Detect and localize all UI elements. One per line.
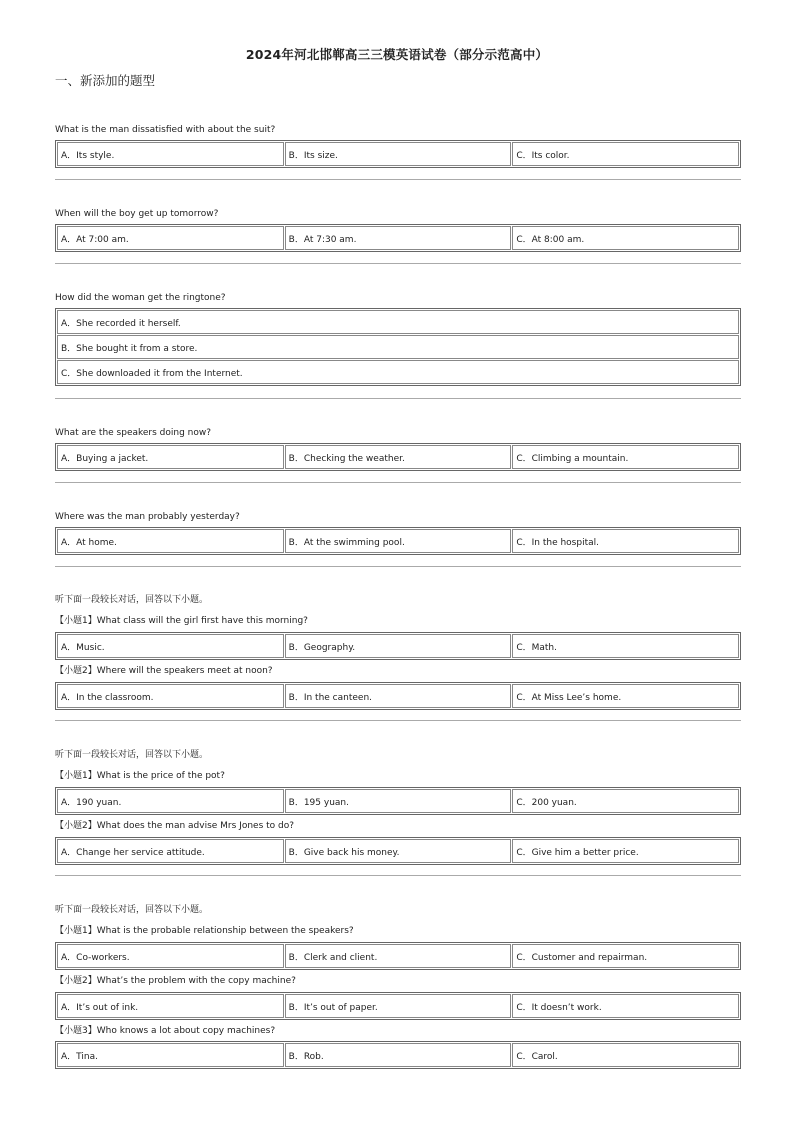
divider: [55, 179, 741, 180]
option-b[interactable]: B．Checking the weather.: [285, 445, 512, 469]
group-3-intro: 听下面一段较长对话，回答以下小题。: [55, 905, 209, 915]
option-a[interactable]: A．It’s out of ink.: [57, 994, 284, 1018]
option-a[interactable]: A．At home.: [57, 529, 284, 553]
option-b[interactable]: B．195 yuan.: [285, 789, 512, 813]
question-2-stem: When will the boy get up tomorrow?: [55, 209, 219, 219]
option-b[interactable]: B．At the swimming pool.: [285, 529, 512, 553]
page-title: 2024年河北邯郸高三三模英语试卷（部分示范高中）: [245, 47, 549, 62]
group-3-sub-1-stem: 【小题1】What is the probable relationship between the speakers?: [55, 926, 354, 936]
option-c[interactable]: C．200 yuan.: [512, 789, 739, 813]
group-3-sub-1-options: [55, 942, 741, 970]
group-2-sub-2-stem: 【小题2】What does the man advise Mrs Jones to do?: [55, 821, 295, 831]
group-1-sub-2-options: [55, 682, 741, 710]
option-b[interactable]: B．Its size.: [285, 142, 512, 166]
option-a[interactable]: A．In the classroom.: [57, 684, 284, 708]
section-heading: 一、新添加的题型: [55, 73, 156, 88]
option-c[interactable]: C．At 8:00 am.: [512, 226, 739, 250]
divider: [55, 875, 741, 876]
option-b[interactable]: B．She bought it from a store.: [57, 335, 739, 359]
divider: [55, 566, 741, 567]
question-3-stem: How did the woman get the ringtone?: [55, 293, 226, 303]
option-c[interactable]: C．At Miss Lee’s home.: [512, 684, 739, 708]
group-3-sub-2-stem: 【小题2】What’s the problem with the copy machine?: [55, 976, 296, 986]
option-c[interactable]: C．It doesn’t work.: [512, 994, 739, 1018]
option-b[interactable]: B．In the canteen.: [285, 684, 512, 708]
group-3-sub-3-options: [55, 1041, 741, 1069]
option-c[interactable]: C．Customer and repairman.: [512, 944, 739, 968]
option-c[interactable]: C．Math.: [512, 634, 739, 658]
group-3-sub-3-stem: 【小题3】Who knows a lot about copy machines?: [55, 1026, 276, 1036]
question-2-options: [55, 224, 741, 252]
option-a[interactable]: A．Buying a jacket.: [57, 445, 284, 469]
option-b[interactable]: B．Rob.: [285, 1043, 512, 1067]
option-c[interactable]: C．She downloaded it from the Internet.: [57, 360, 739, 384]
option-c[interactable]: C．In the hospital.: [512, 529, 739, 553]
question-5-stem: Where was the man probably yesterday?: [55, 512, 240, 522]
option-c[interactable]: C．Give him a better price.: [512, 839, 739, 863]
group-3-sub-2-options: [55, 992, 741, 1020]
option-a[interactable]: A．Change her service attitude.: [57, 839, 284, 863]
option-c[interactable]: C．Climbing a mountain.: [512, 445, 739, 469]
option-a[interactable]: A．Tina.: [57, 1043, 284, 1067]
group-2-sub-1-stem: 【小题1】What is the price of the pot?: [55, 771, 225, 781]
option-a[interactable]: A．Its style.: [57, 142, 284, 166]
option-a[interactable]: A．190 yuan.: [57, 789, 284, 813]
option-b[interactable]: B．Geography.: [285, 634, 512, 658]
group-1-sub-1-options: [55, 632, 741, 660]
group-1-sub-1-stem: 【小题1】What class will the girl first have this morning?: [55, 616, 308, 626]
divider: [55, 482, 741, 483]
option-c[interactable]: C．Carol.: [512, 1043, 739, 1067]
option-a[interactable]: A．Music.: [57, 634, 284, 658]
question-1-options: [55, 140, 741, 168]
question-4-stem: What are the speakers doing now?: [55, 428, 212, 438]
option-b[interactable]: B．It’s out of paper.: [285, 994, 512, 1018]
question-3-options: [55, 308, 741, 386]
divider: [55, 720, 741, 721]
divider: [55, 398, 741, 399]
option-a[interactable]: A．At 7:00 am.: [57, 226, 284, 250]
group-2-intro: 听下面一段较长对话，回答以下小题。: [55, 750, 209, 760]
group-1-intro: 听下面一段较长对话，回答以下小题。: [55, 595, 209, 605]
group-2-sub-1-options: [55, 787, 741, 815]
divider: [55, 263, 741, 264]
question-4-options: [55, 443, 741, 471]
option-b[interactable]: B．Clerk and client.: [285, 944, 512, 968]
question-1-stem: What is the man dissatisfied with about the suit?: [55, 125, 276, 135]
option-b[interactable]: B．Give back his money.: [285, 839, 512, 863]
question-5-options: [55, 527, 741, 555]
option-b[interactable]: B．At 7:30 am.: [285, 226, 512, 250]
option-a[interactable]: A．Co-workers.: [57, 944, 284, 968]
group-2-sub-2-options: [55, 837, 741, 865]
option-a[interactable]: A．She recorded it herself.: [57, 310, 739, 334]
group-1-sub-2-stem: 【小题2】Where will the speakers meet at noon?: [55, 666, 273, 676]
option-c[interactable]: C．Its color.: [512, 142, 739, 166]
